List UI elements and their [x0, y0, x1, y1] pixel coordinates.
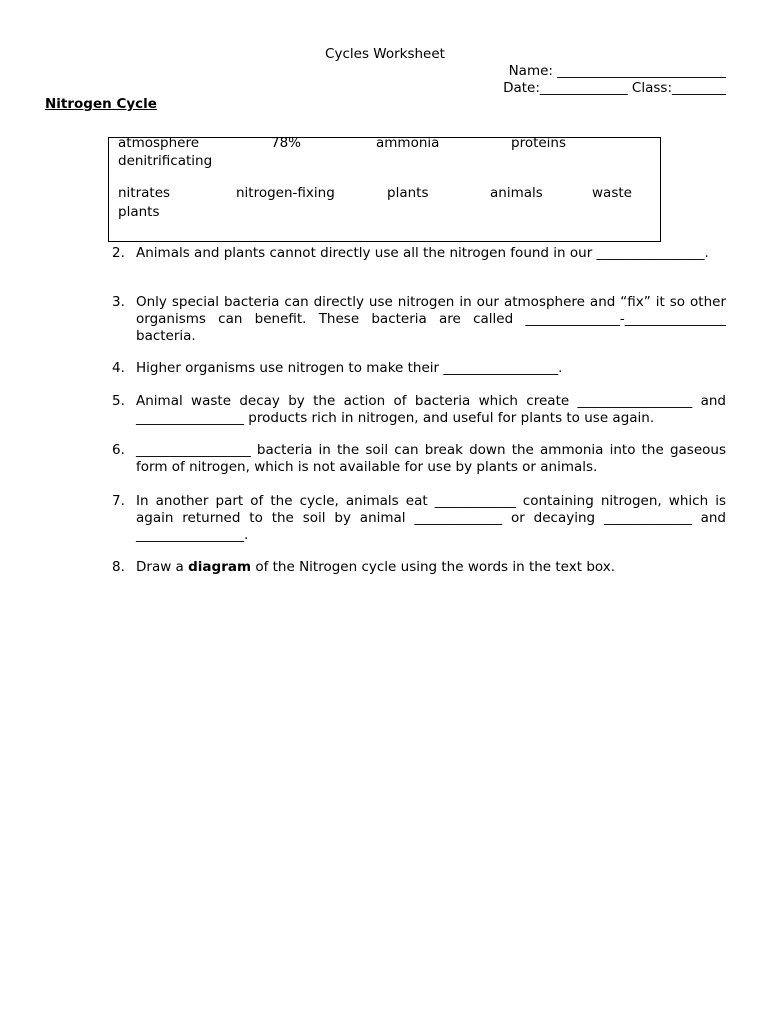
word-bank-box: [108, 137, 661, 242]
question-5: [112, 393, 726, 427]
section-title: Nitrogen Cycle: [45, 96, 157, 112]
word-bank-item: ammonia: [376, 135, 440, 151]
question-number: 7.: [112, 493, 125, 509]
word-bank-item: waste: [592, 185, 632, 201]
question-8: [112, 559, 726, 576]
word-bank-item: atmosphere: [118, 135, 199, 151]
question-4: [112, 360, 726, 377]
question-text: [136, 559, 726, 576]
question-number: 3.: [112, 294, 125, 310]
question-text: _________________ bacteria in the soil can break down the ammonia into the gaseous form of nitrogen, which is not available for use by plants or animals.: [136, 442, 726, 475]
question-text: Higher organisms use nitrogen to make their _________________.: [136, 360, 563, 376]
question-text-after: of the Nitrogen cycle using the words in the text box.: [251, 559, 616, 575]
word-bank-item: nitrogen-fixing: [236, 185, 335, 201]
word-bank-item: nitrates: [118, 185, 171, 201]
question-number: 2.: [112, 245, 125, 261]
question-text: Only special bacteria can directly use nitrogen in our atmosphere and “fix” it so other organisms can benefit. These bacteria are called ______________-_______________ bacteria.: [136, 294, 726, 344]
question-3: [112, 294, 726, 345]
word-bank-item: proteins: [511, 135, 567, 151]
question-number: 4.: [112, 360, 125, 376]
question-number: 6.: [112, 442, 125, 458]
word-bank-item: 78%: [271, 135, 302, 151]
question-number: 5.: [112, 393, 125, 409]
date-class-field-line: Date:_____________ Class:________: [503, 80, 726, 96]
question-6: [112, 442, 726, 476]
question-7: [112, 493, 726, 544]
question-text: Animals and plants cannot directly use all the nitrogen found in our ________________.: [136, 245, 709, 261]
word-bank-item: denitrificating: [118, 153, 213, 169]
word-bank-item: animals: [490, 185, 543, 201]
word-bank-item: plants: [387, 185, 429, 201]
word-bank-item: plants: [118, 204, 160, 220]
question-text: In another part of the cycle, animals eat ____________ containing nitrogen, which is again returned to the soil by animal _____________ or decaying _____________ and ________________.: [136, 493, 726, 543]
question-emphasis: diagram: [188, 559, 252, 575]
name-field-line: Name: _________________________: [508, 63, 726, 79]
question-2: [112, 245, 726, 262]
question-text-before: Draw a: [136, 559, 189, 575]
question-number: 8.: [112, 559, 125, 575]
question-text: Animal waste decay by the action of bacteria which create _________________ and ________________ products rich in nitrogen, and useful for plants to use again.: [136, 393, 726, 426]
worksheet-title: Cycles Worksheet: [325, 46, 445, 62]
